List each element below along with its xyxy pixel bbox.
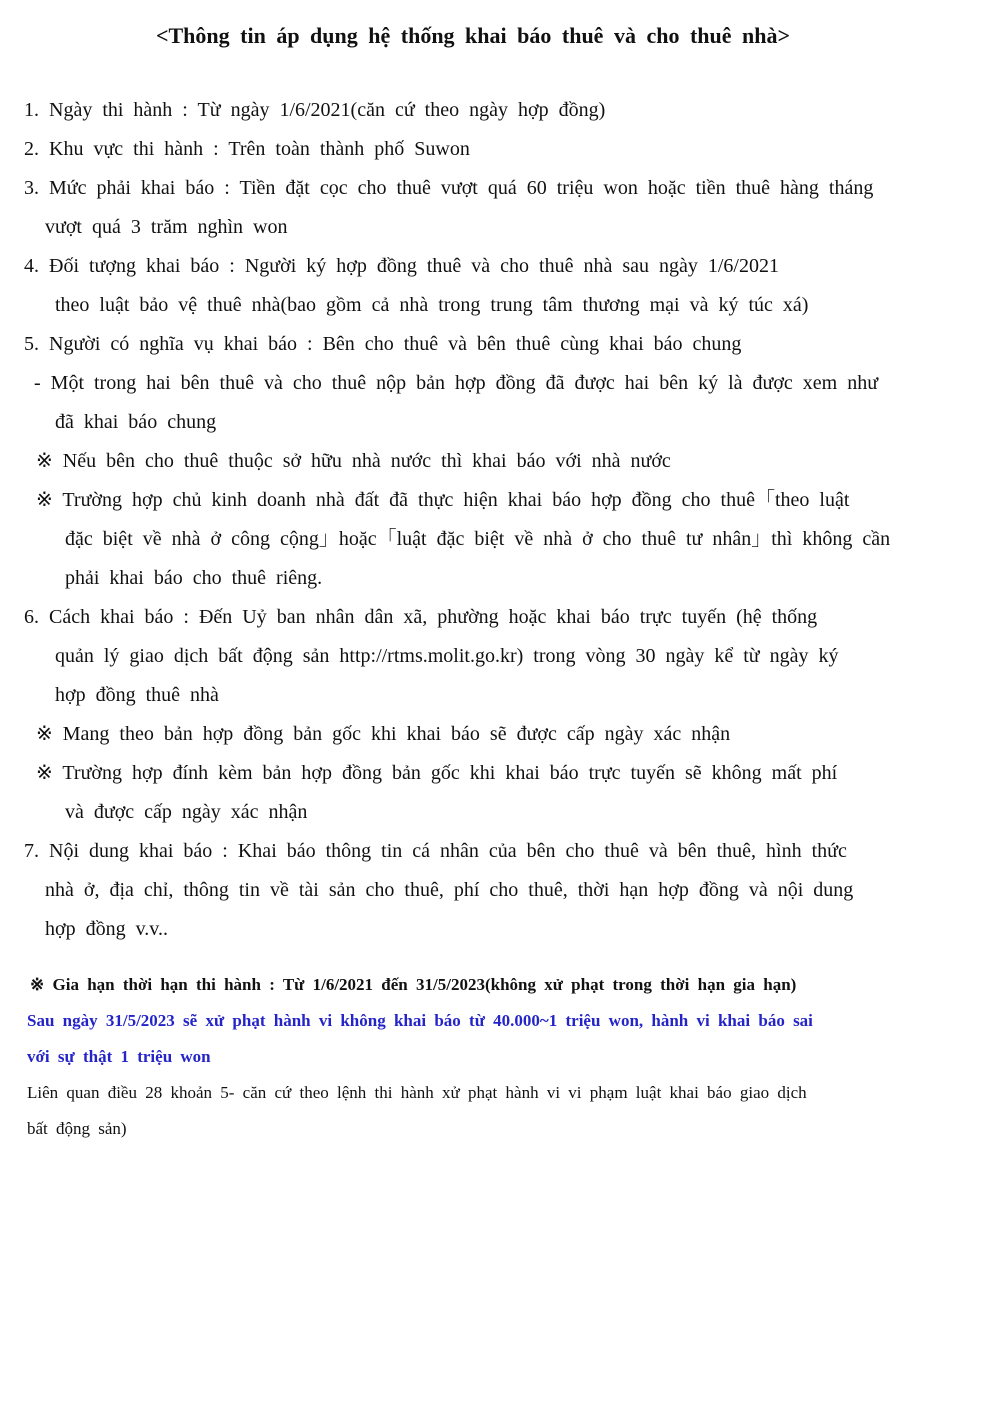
item-6-method: 6. Cách khai báo : Đến Uỷ ban nhân dân xã, phường hoặc khai báo trực tuyến (hệ thống (24, 606, 818, 628)
legal-reference: Liên quan điều 28 khoản 5- căn cứ theo lệnh thi hành xử phạt hành vi vi phạm luật khai báo giao dịch (27, 1083, 807, 1102)
item-5-dash-note: - Một trong hai bên thuê và cho thuê nộp bản hợp đồng đã được hai bên ký là được xem như (34, 372, 879, 394)
item-5-obligated-party: 5. Người có nghĩa vụ khai báo : Bên cho thuê và bên thuê cùng khai báo chung (24, 333, 742, 355)
document-title: <Thông tin áp dụng hệ thống khai báo thuê và cho thuê nhà> (155, 23, 791, 48)
item-5-business-note-cont: đặc biệt về nhà ở công cộng」hoặc「luật đặc biệt về nhà ở cho thuê tư nhân」thì không cần (65, 528, 891, 550)
item-6-online-note-cont: và được cấp ngày xác nhận (65, 801, 308, 823)
penalty-note-cont: với sự thật 1 triệu won (27, 1047, 211, 1066)
penalty-note: Sau ngày 31/5/2023 sẽ xử phạt hành vi không khai báo từ 40.000~1 triệu won, hành vi khai báo sai (27, 1011, 813, 1030)
item-2-area: 2. Khu vực thi hành : Trên toàn thành phố Suwon (24, 138, 470, 160)
extension-note: ※ Gia hạn thời hạn thi hành : Từ 1/6/2021 đến 31/5/2023(không xử phạt trong thời hạn gia hạn) (30, 975, 797, 994)
item-4-subject: 4. Đối tượng khai báo : Người ký hợp đồng thuê và cho thuê nhà sau ngày 1/6/2021 (24, 255, 779, 277)
legal-reference-cont: bất động sản) (27, 1119, 127, 1138)
item-5-dash-note-cont: đã khai báo chung (55, 411, 217, 433)
item-4-subject-cont: theo luật bảo vệ thuê nhà(bao gồm cả nhà trong trung tâm thương mại và ký túc xá) (55, 294, 809, 316)
item-1-effective-date: 1. Ngày thi hành : Từ ngày 1/6/2021(căn cứ theo ngày hợp đồng) (24, 99, 606, 121)
item-5-business-note-end: phải khai báo cho thuê riêng. (65, 567, 323, 589)
item-3-threshold-cont: vượt quá 3 trăm nghìn won (45, 216, 288, 238)
item-5-state-owned-note: ※ Nếu bên cho thuê thuộc sở hữu nhà nước thì khai báo với nhà nước (36, 450, 671, 472)
item-7-content: 7. Nội dung khai báo : Khai báo thông tin cá nhân của bên cho thuê và bên thuê, hình thức (24, 840, 847, 862)
item-7-content-cont: nhà ở, địa chỉ, thông tin về tài sản cho thuê, phí cho thuê, thời hạn hợp đồng và nội dung (45, 879, 854, 901)
item-5-business-note: ※ Trường hợp chủ kinh doanh nhà đất đã thực hiện khai báo hợp đồng cho thuê「theo luật (36, 489, 850, 511)
item-7-content-end: hợp đồng v.v.. (45, 918, 168, 940)
item-6-online-note: ※ Trường hợp đính kèm bản hợp đồng bản gốc khi khai báo trực tuyến sẽ không mất phí (36, 762, 838, 784)
item-6-original-contract-note: ※ Mang theo bản hợp đồng bản gốc khi khai báo sẽ được cấp ngày xác nhận (36, 723, 731, 745)
item-3-threshold: 3. Mức phải khai báo : Tiền đặt cọc cho thuê vượt quá 60 triệu won hoặc tiền thuê hàng tháng (24, 177, 874, 199)
item-6-method-cont: quản lý giao dịch bất động sản http://rtms.molit.go.kr) trong vòng 30 ngày kể từ ngày ký (55, 645, 839, 667)
item-6-method-end: hợp đồng thuê nhà (55, 684, 219, 706)
